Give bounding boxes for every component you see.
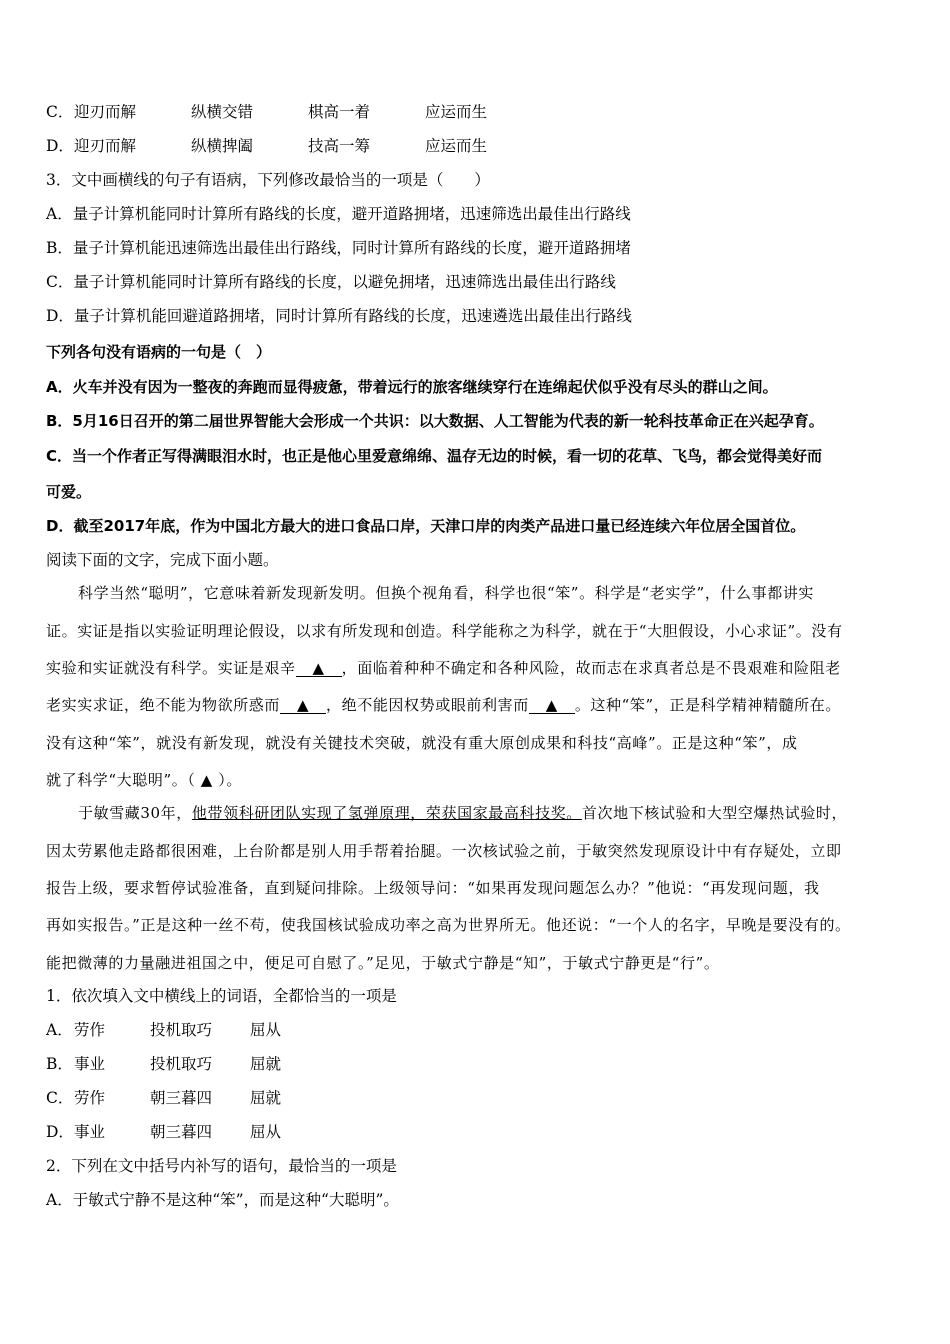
option-letter: A． bbox=[46, 1021, 73, 1039]
grammar-option-c-cont: 可爱。 bbox=[46, 483, 92, 501]
option-c-row bbox=[46, 102, 487, 122]
option-letter: B． bbox=[46, 1055, 73, 1073]
grammar-option-c: C．当一个作者正写得满眼泪水时，也正是他心里爱意绵绵、温存无边的时候，看一切的花草、飞鸟，都会觉得美好而 bbox=[46, 447, 823, 465]
option-word: 劳作 bbox=[74, 1089, 106, 1107]
question-1-option-a bbox=[46, 1020, 281, 1040]
passage-1-line-6: 就了科学“大聪明”。（ ▲ ）。 bbox=[46, 771, 243, 789]
passage-1-line-1: 科学当然“聪明”，它意味着新发现新发明。但换个视角看，科学也很“笨”。科学是“老实学”，什么事都讲实 bbox=[78, 584, 815, 602]
passage-2-line-4: 再如实报告。”正是这种一丝不苟，使我国核试验成功率之高为世界所无。他还说：“一个人的名字，早晚是要没有的。 bbox=[46, 916, 851, 934]
option-word: 屈就 bbox=[250, 1089, 282, 1107]
option-word: 朝三暮四 bbox=[150, 1089, 213, 1107]
passage-text: 老实实求证，绝不能为物欲所惑而 bbox=[46, 696, 281, 714]
question-1-option-c bbox=[46, 1088, 281, 1108]
passage-1-line-5: 没有这种“笨”，就没有新发现，就没有关键技术突破，就没有重大原创成果和科技“高峰”。正是这种“笨”，成 bbox=[46, 734, 798, 752]
passage-text: 于敏雪藏30年， bbox=[78, 804, 192, 822]
grammar-option-d: D．截至2017年底，作为中国北方最大的进口食品口岸，天津口岸的肉类产品进口量已经连续六年位居全国首位。 bbox=[46, 517, 806, 535]
option-word: 迎刃而解 bbox=[74, 137, 137, 155]
option-word: 投机取巧 bbox=[150, 1055, 213, 1073]
question-2-option-a: A．于敏式宁静不是这种“笨”，而是这种“大聪明”。 bbox=[46, 1191, 399, 1209]
fill-blank-3: ▲ bbox=[529, 697, 575, 714]
grammar-option-b: B．5月16日召开的第二届世界智能大会形成一个共识：以大数据、人工智能为代表的新一轮科技革命正在兴起孕育。 bbox=[46, 412, 824, 430]
question-1-stem: 1．依次填入文中横线上的词语，全都恰当的一项是 bbox=[46, 987, 397, 1005]
passage-text: ，绝不能因权势或眼前利害而 bbox=[326, 696, 529, 714]
option-word: 迎刃而解 bbox=[74, 103, 137, 121]
option-word: 纵横交错 bbox=[191, 103, 254, 121]
passage-text: 实验和实证就没有科学。实证是艰辛 bbox=[46, 659, 296, 677]
passage-1-line-3 bbox=[46, 658, 841, 678]
grammar-option-a: A．火车并没有因为一整夜的奔跑而显得疲惫，带着远行的旅客继续穿行在连绵起伏似乎没有尽头的群山之间。 bbox=[46, 378, 778, 396]
option-letter: C． bbox=[46, 1089, 74, 1107]
option-d-row bbox=[46, 136, 487, 156]
passage-1-line-4 bbox=[46, 695, 841, 715]
option-word: 应运而生 bbox=[425, 137, 488, 155]
option-word: 事业 bbox=[74, 1055, 106, 1073]
option-word: 屈就 bbox=[250, 1055, 282, 1073]
passage-2-line-5: 能把微薄的力量融进祖国之中，便足可自慰了。”足见，于敏式宁静是“知”，于敏式宁静更是“行”。 bbox=[46, 954, 720, 972]
option-word: 屈从 bbox=[250, 1021, 282, 1039]
option-word: 应运而生 bbox=[425, 103, 488, 121]
grammar-question-stem: 下列各句没有语病的一句是（ ） bbox=[46, 343, 272, 361]
passage-2-line-1 bbox=[78, 803, 847, 823]
passage-text: 首次地下核试验和大型空爆热试验时， bbox=[581, 804, 848, 822]
option-word: 事业 bbox=[74, 1123, 106, 1141]
question-2-stem: 2．下列在文中括号内补写的语句，最恰当的一项是 bbox=[46, 1157, 397, 1175]
question-3-option-a: A．量子计算机能同时计算所有路线的长度，避开道路拥堵，迅速筛选出最佳出行路线 bbox=[46, 205, 631, 223]
passage-text: 。这种“笨”，正是科学精神精髓所在。 bbox=[574, 696, 841, 714]
option-letter: D． bbox=[46, 137, 74, 155]
option-word: 棋高一着 bbox=[308, 103, 371, 121]
question-3-stem: 3．文中画横线的句子有语病，下列修改最恰当的一项是（ ） bbox=[46, 171, 490, 189]
fill-blank-1: ▲ bbox=[296, 660, 342, 677]
option-word: 纵横捭阖 bbox=[191, 137, 254, 155]
option-letter: C． bbox=[46, 103, 74, 121]
question-3-option-c: C．量子计算机能同时计算所有路线的长度，以避免拥堵，迅速筛选出最佳出行路线 bbox=[46, 273, 616, 291]
question-1-option-d bbox=[46, 1122, 281, 1142]
underlined-sentence: 他带领科研团队实现了氢弹原理，荣获国家最高科技奖。 bbox=[191, 804, 582, 822]
option-word: 朝三暮四 bbox=[150, 1123, 213, 1141]
option-letter: D． bbox=[46, 1123, 74, 1141]
option-word: 技高一筹 bbox=[308, 137, 371, 155]
fill-blank-2: ▲ bbox=[280, 697, 326, 714]
passage-1-line-2: 证。实证是指以实验证明理论假设，以求有所发现和创造。科学能称之为科学，就在于“大胆假设，小心求证”。没有 bbox=[46, 622, 843, 640]
passage-text: ，面临着种种不确定和各种风险，故而志在求真者总是不畏艰难和险阻老 bbox=[341, 659, 841, 677]
question-3-option-b: B．量子计算机能迅速筛选出最佳出行路线，同时计算所有路线的长度，避开道路拥堵 bbox=[46, 239, 631, 257]
passage-2-line-3: 报告上级，要求暂停试验准备，直到疑问排除。上级领导问：“如果再发现问题怎么办？”他说：“再发现问题，我 bbox=[46, 879, 820, 897]
option-word: 投机取巧 bbox=[150, 1021, 213, 1039]
reading-intro: 阅读下面的文字，完成下面小题。 bbox=[46, 551, 279, 569]
option-word: 劳作 bbox=[74, 1021, 106, 1039]
option-word: 屈从 bbox=[250, 1123, 282, 1141]
passage-2-line-2: 因太劳累他走路都很困难，上台阶都是别人用手帮着抬腿。一次核试验之前，于敏突然发现原设计中有存疑处，立即 bbox=[46, 842, 842, 860]
question-1-option-b bbox=[46, 1054, 281, 1074]
question-3-option-d: D．量子计算机能回避道路拥堵，同时计算所有路线的长度，迅速遴选出最佳出行路线 bbox=[46, 307, 632, 325]
